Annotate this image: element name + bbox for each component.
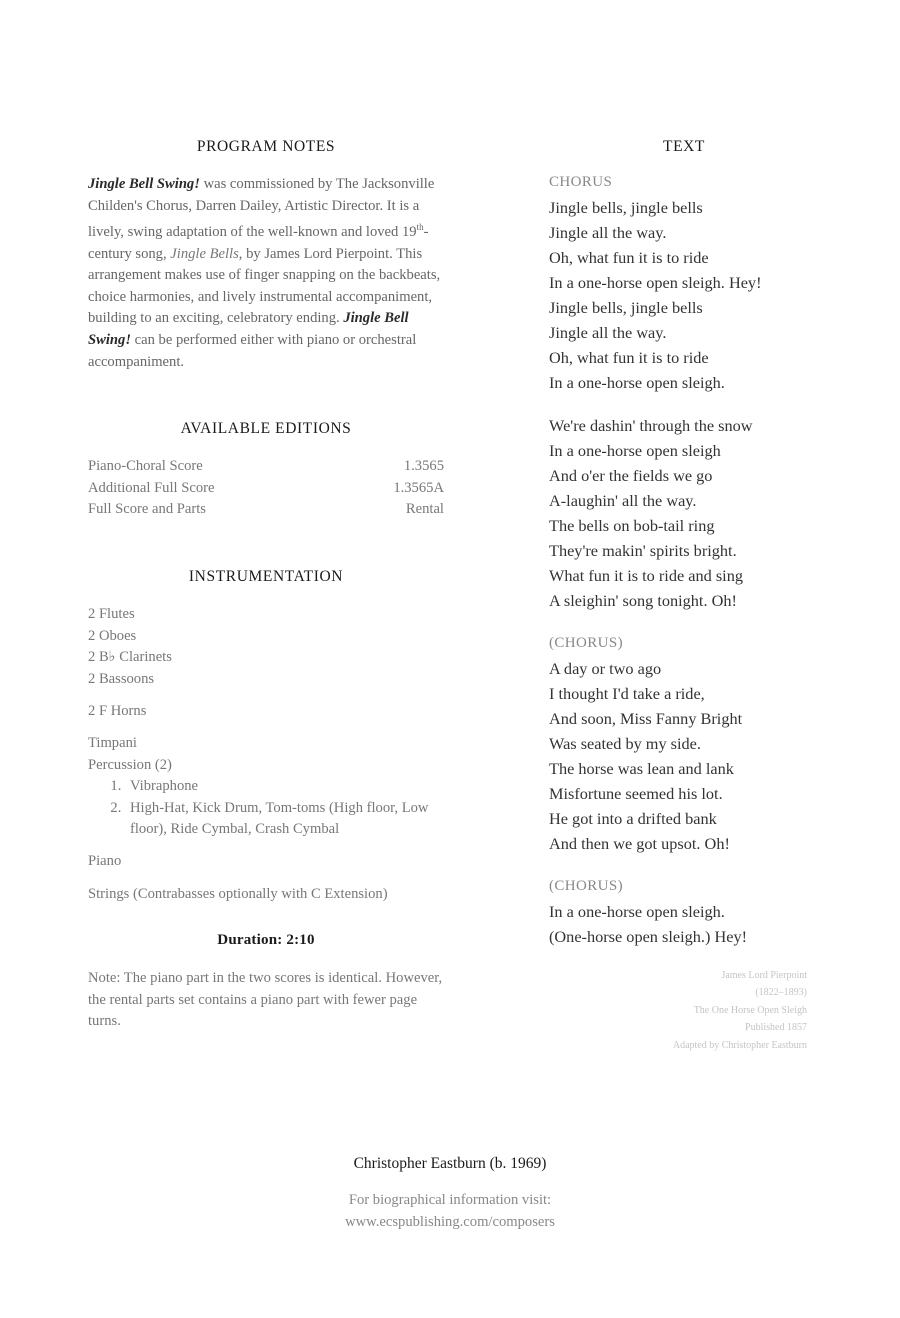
list-item: Piano <box>88 853 122 870</box>
percussion-list <box>88 776 444 840</box>
lyric-line: A-laughin' all the way. <box>549 491 697 510</box>
duration-section <box>88 932 444 1032</box>
lyric-line: Jingle all the way. <box>549 223 667 242</box>
duration-heading: Duration: 2:10 <box>217 932 315 949</box>
lyric-line: We're dashin' through the snow <box>549 416 753 435</box>
credit-line: Published 1857 <box>745 1022 807 1034</box>
lyric-line: (One-horse open sleigh.) Hey! <box>549 927 748 946</box>
table-row <box>88 499 444 520</box>
lyric-line: They're makin' spirits bright. <box>549 541 737 560</box>
list-item: 2 Oboes <box>88 627 137 644</box>
lyric-line: And o'er the fields we go <box>549 466 713 485</box>
lyric-line: What fun it is to ride and sing <box>549 566 743 585</box>
lyric-line: The bells on bob-tail ring <box>549 516 715 535</box>
editions-table <box>88 456 444 520</box>
edition-label: Full Score and Parts <box>88 501 206 518</box>
lyric-line: In a one-horse open sleigh <box>549 441 721 460</box>
program-notes-heading: PROGRAM NOTES <box>196 138 336 155</box>
credit-line: James Lord Pierpoint <box>721 970 807 981</box>
list-item: 2 B♭ Clarinets <box>88 649 172 666</box>
lyric-line: And then we got upsot. Oh! <box>549 834 730 853</box>
composer-url: www.ecspublishing.com/composers <box>345 1214 555 1230</box>
stanza <box>549 631 819 856</box>
editions-heading: AVAILABLE EDITIONS <box>180 420 352 438</box>
lyric-line: In a one-horse open sleigh. <box>549 902 725 921</box>
lyric-line: In a one-horse open sleigh. Hey! <box>549 273 762 292</box>
list-item: Strings (Contrabasses optionally with C Extension) <box>88 885 388 902</box>
list-item: 1. Vibraphone <box>125 776 444 797</box>
lyric-line: Oh, what fun it is to ride <box>549 348 709 367</box>
lyric-line: Jingle all the way. <box>549 323 667 342</box>
list-item: Percussion (2) <box>88 756 172 773</box>
table-row <box>88 478 444 499</box>
list-item: 2 Bassoons <box>88 670 155 687</box>
lyric-line: CHORUS <box>549 174 613 190</box>
list-item: 2 F Horns <box>88 703 147 720</box>
lyric-line: (CHORUS) <box>549 878 624 894</box>
program-notes-text: Jingle Bell Swing! was commissioned by The Jacksonville Childen's Chorus, Darren Dailey, Artistic Director. It is a lively, swing adaptation of the well-known and loved 19th-century song, Jingle Bells, by James Lord Pierpoint. This arrangement makes use of finger snapping on the backbeats, choice harmonies, and lively instrumental accompaniment, building to an exciting, celebratory ending. Jingle Bell Swing! can be performed either with piano or orchestral accompaniment. <box>88 176 441 370</box>
list-item: 2. High-Hat, Kick Drum, Tom-toms (High floor, Low floor), Ride Cymbal, Crash Cymbal <box>125 798 444 841</box>
duration-note: Note: The piano part in the two scores is identical. However, the rental parts set contains a piano part with fewer page turns. <box>88 970 443 1030</box>
lyric-line: Jingle bells, jingle bells <box>549 198 703 217</box>
text-heading: TEXT <box>663 138 705 155</box>
composer-name: Christopher Eastburn (b. 1969) <box>353 1155 547 1172</box>
instrumentation <box>88 568 444 905</box>
credit-line: (1822–1893) <box>755 987 807 999</box>
edition-number: Rental <box>405 501 444 518</box>
table-row <box>88 456 444 477</box>
credit-line: Adapted by Christopher Eastburn <box>672 1039 807 1051</box>
stanza <box>549 413 819 613</box>
stanza <box>549 170 819 395</box>
lyric-line: The horse was lean and lank <box>549 759 734 778</box>
lyric-line: I thought I'd take a ride, <box>549 684 705 703</box>
edition-label: Additional Full Score <box>88 479 215 496</box>
work-title: Jingle Bell Swing! <box>88 176 200 192</box>
right-column <box>549 138 819 1054</box>
lyrics <box>549 170 819 949</box>
work-title: Jingle Bell Swing! <box>88 310 409 349</box>
stanza <box>549 874 819 949</box>
edition-number: 1.3565A <box>393 479 444 496</box>
lyric-line: In a one-horse open sleigh. <box>549 373 725 392</box>
song-title: Jingle Bells <box>170 245 239 262</box>
lyric-line: A day or two ago <box>549 659 662 678</box>
available-editions <box>88 420 444 520</box>
list-item: 2 Flutes <box>88 606 135 623</box>
composer-section <box>0 1155 900 1233</box>
edition-label: Piano-Choral Score <box>88 458 203 475</box>
lyric-line: A sleighin' song tonight. Oh! <box>549 591 737 610</box>
lyric-line: And soon, Miss Fanny Bright <box>549 709 743 728</box>
credit-line: The One Horse Open Sleigh <box>693 1004 807 1016</box>
text-credits <box>549 967 819 1054</box>
list-item: Timpani <box>88 735 137 752</box>
lyric-line: (CHORUS) <box>549 635 624 651</box>
edition-number: 1.3565 <box>403 458 444 475</box>
lyric-line: He got into a drifted bank <box>549 809 717 828</box>
lyric-line: Misfortune seemed his lot. <box>549 784 723 803</box>
left-column <box>88 138 444 1033</box>
lyric-line: Oh, what fun it is to ride <box>549 248 709 267</box>
lyric-line: Jingle bells, jingle bells <box>549 298 703 317</box>
lyric-line: Was seated by my side. <box>549 734 701 753</box>
composer-info-line: For biographical information visit: <box>348 1192 552 1208</box>
instrumentation-heading: INSTRUMENTATION <box>188 568 344 586</box>
